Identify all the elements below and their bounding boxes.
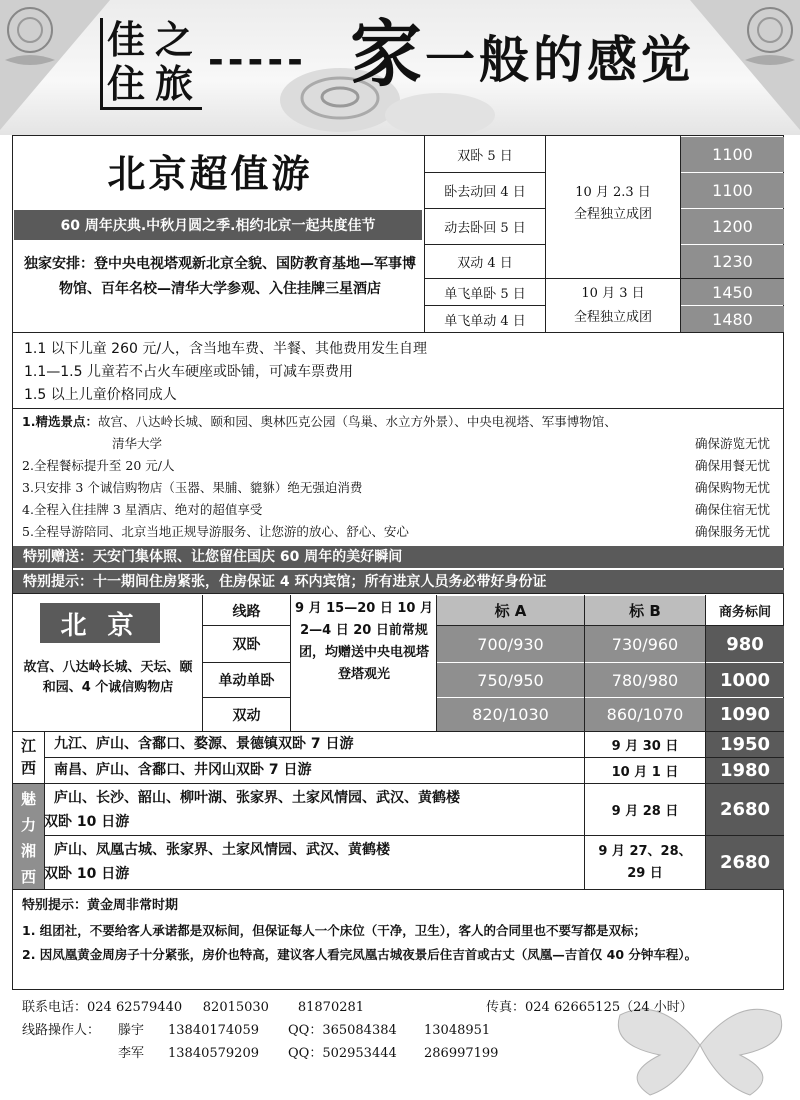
jiangxi-route: 南昌、庐山、含鄱口、井冈山双卧 7 日游 [54, 762, 312, 778]
route-name: 单飞单动 4 日 [444, 313, 526, 329]
operator-mobile: 13840174059 [168, 1023, 259, 1038]
hunan-label-char: 力 [20, 816, 36, 834]
child-policy [24, 338, 764, 407]
hunan-route-line: 双卧 10 日游 [44, 814, 130, 830]
route-price: 1230 [681, 245, 784, 278]
route-price: 1480 [681, 306, 784, 332]
group-date-1-text: 10 月 2.3 日 [575, 185, 651, 200]
hunan-price: 2680 [706, 784, 784, 835]
route-price: 1100 [681, 173, 784, 208]
price-a: 820/1030 [437, 698, 584, 731]
jiangxi-label-char: 西 [20, 759, 36, 777]
guarantee: 确保住宿无忧 [694, 502, 770, 517]
col-route-header: 线路 [232, 603, 261, 620]
route-price: 1450 [681, 279, 784, 305]
price-b: 730/960 [585, 626, 705, 662]
features-block [22, 411, 778, 543]
operator-qq2: 13048951 [424, 1023, 491, 1038]
price-biz: 980 [706, 626, 784, 662]
operator-name: 滕宇 [118, 1023, 145, 1038]
col-biz-header: 商务标间 [718, 605, 771, 620]
features-line: 故宫、八达岭长城、颐和园、奥林匹克公园（鸟巢、水立方外景）、中央电视塔、军事博物馆、 [97, 414, 617, 429]
group-note-2: 全程独立成团 [573, 310, 652, 325]
beijing-value-subtitle: 60 周年庆典.中秋月圆之季.相约北京一起共度佳节 [14, 210, 422, 240]
hunan-route [44, 838, 582, 886]
col-a-header: 标 A [437, 596, 584, 625]
special-notice: 特别提示：十一期间住房紧张，住房保证 4 环内宾馆；所有进京人员务必带好身份证 [13, 570, 784, 594]
price-a: 750/950 [437, 663, 584, 697]
route-name: 双卧 5 日 [457, 149, 513, 164]
features-label: 1.精选景点： [22, 414, 98, 429]
hunan-label-char: 西 [20, 868, 36, 886]
group-date-1 [546, 182, 680, 226]
feature-item: 4.全程入住挂牌 3 星酒店、绝对的超值享受 [22, 502, 263, 517]
jiangxi-label-char: 江 [20, 737, 36, 755]
feature-item: 5.全程导游陪同、北京当地正规导游服务、让您游的放心、舒心、安心 [22, 524, 409, 539]
logo-char: 佳 [107, 17, 146, 62]
hunan-route [44, 786, 582, 834]
hunan-label-char: 魅 [20, 790, 36, 808]
guarantee: 确保购物无忧 [694, 480, 770, 495]
guarantee: 确保游览无忧 [694, 436, 770, 451]
price-b: 780/980 [585, 663, 705, 697]
jiangxi-date: 9 月 30 日 [611, 738, 679, 754]
beijing-attractions: 故宫、八达岭长城、天坛、颐和园、4 个诚信购物店 [23, 660, 193, 695]
contact-fax: 传真：024 62665125（24 小时） [486, 1000, 693, 1015]
operator-label: 线路操作人： [22, 1023, 101, 1038]
ornament-left-icon [0, 0, 110, 130]
group-note-1: 全程独立成团 [573, 207, 652, 222]
route-name: 单飞单卧 5 日 [444, 286, 526, 302]
special-gift: 特别赠送：天安门集体照、让您留住国庆 60 周年的美好瞬间 [13, 546, 784, 568]
hunan-price: 2680 [706, 836, 784, 889]
price-a: 700/930 [437, 626, 584, 662]
beijing-route-name: 双卧 [232, 637, 261, 653]
route-name: 卧去动回 4 日 [444, 185, 526, 200]
guarantee: 确保用餐无忧 [694, 458, 770, 473]
price-b: 860/1070 [585, 698, 705, 731]
price-biz: 1090 [706, 698, 784, 731]
logo-char: 旅 [155, 61, 194, 106]
jiangxi-price: 1950 [706, 732, 784, 757]
logo-char: 之 [155, 17, 194, 62]
hunan-label [13, 784, 44, 889]
hunan-date: 9 月 27、28、29 日 [598, 843, 692, 881]
route-name: 动去卧回 5 日 [444, 221, 526, 236]
route-price: 1200 [681, 209, 784, 244]
operator-mobile: 13840579209 [168, 1046, 259, 1061]
route-price: 1100 [681, 137, 784, 172]
col-b-header: 标 B [585, 596, 705, 625]
operator-qq: QQ：502953444 [288, 1046, 397, 1061]
beijing-dates: 9 月 15—20 日 10 月 2—4 日 20 日前常规团，均赠送中央电视塔登塔观光 [295, 601, 433, 682]
hunan-route-line: 庐山、凤凰古城、张家界、土家风情园、武汉、黄鹤楼 [54, 842, 390, 858]
price-biz: 1000 [706, 663, 784, 697]
ornament-right-icon [690, 0, 800, 130]
beijing-value-title: 北京超值游 [107, 152, 313, 196]
route-name: 双动 4 日 [457, 256, 513, 271]
beijing-route-name: 单动单卧 [218, 673, 275, 689]
child-policy-line: 1.1—1.5 儿童若不占火车硬座或卧铺，可减车票费用 [24, 364, 353, 380]
slogan-dashes: ----- [208, 38, 307, 82]
golden-week-item: 1. 组团社，不要给客人承诺都是双标间，但保证每人一个床位（干净，卫生），客人的合同里也不要写都是双标； [22, 923, 647, 938]
jiangxi-label [13, 735, 44, 779]
contact-phone: 联系电话：024 62579440 82015030 81870281 [22, 1000, 365, 1015]
operator-name: 李军 [118, 1046, 145, 1061]
golden-week-item: 2. 因凤凰黄金周房子十分紧张，房价也特高，建议客人看完凤凰古城夜景后住吉首或古丈（凤凰—吉首仅 40 分钟车程）。 [22, 947, 698, 962]
header-banner [0, 0, 800, 135]
features-line: 清华大学 [112, 436, 163, 451]
child-policy-line: 1.5 以上儿童价格同成人 [24, 387, 177, 403]
slogan-text: 一般的感觉 [425, 30, 695, 89]
group-date-2-text: 10 月 3 日 [581, 286, 645, 301]
feature-item: 2.全程餐标提升至 20 元/人 [22, 458, 175, 473]
hunan-date: 9 月 28 日 [611, 804, 679, 819]
hunan-label-char: 湘 [20, 842, 36, 860]
hunan-route-line: 庐山、长沙、韶山、柳叶湖、张家界、土家风情园、武汉、黄鹤楼 [54, 790, 460, 806]
jiangxi-price: 1980 [706, 758, 784, 783]
exclusive-arrangement: 独家安排：登中央电视塔观新北京全貌、国防教育基地—军事博物馆、百年名校—清华大学参观、入住挂牌三星酒店 [24, 256, 416, 297]
logo-char: 住 [107, 61, 146, 106]
operator-qq: QQ：365084384 [288, 1023, 397, 1038]
guarantee: 确保服务无忧 [694, 524, 770, 539]
child-policy-line: 1.1 以下儿童 260 元/人，含当地车费、半餐、其他费用发生自理 [24, 341, 428, 357]
golden-week-title: 特别提示：黄金周非常时期 [22, 898, 179, 913]
logo [100, 18, 202, 110]
hunan-route-line: 双卧 10 日游 [44, 866, 130, 882]
group-date-2 [546, 282, 680, 330]
operator-qq2: 286997199 [424, 1046, 499, 1061]
slogan-home: 家 [350, 11, 423, 96]
jiangxi-route: 九江、庐山、含鄱口、婺源、景德镇双卧 7 日游 [54, 736, 354, 752]
jiangxi-date: 10 月 1 日 [611, 764, 679, 780]
beijing-city-label: 北 京 [40, 603, 160, 643]
feature-item: 3.只安排 3 个诚信购物店（玉器、果脯、貔貅）绝无强迫消费 [22, 480, 363, 495]
beijing-route-name: 双动 [232, 707, 261, 724]
